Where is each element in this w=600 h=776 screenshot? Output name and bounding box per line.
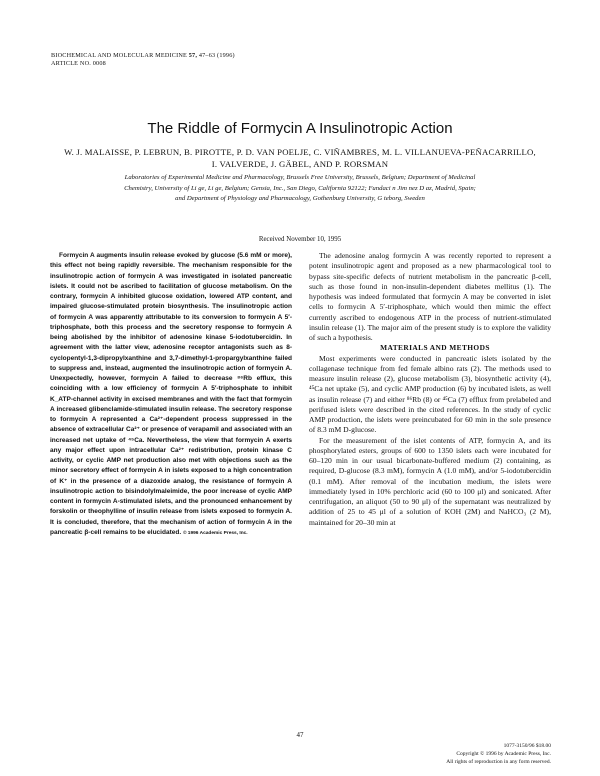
introduction-paragraph: The adenosine analog formycin A was recently reported to represent a potent insulinotropic agent and proposed as a new pharmacological tool to bypass site-specific defects of nutrient metabolism in the pancreatic β-cell, such as those found in non-insulin-dependent diabetes mellitus (1). The hypothesis was indeed formulated that formycin A may be converted in islet cells to formycin A 5′-triphosphate, which would then mimic the effect currently ascribed to endogenous ATP in the process of nutrient-stimulated insulin release (1). The major aim of the present study is to explore the validity of such a hypothesis. [309, 251, 551, 342]
affiliations [48, 173, 552, 205]
author-line-2: I. VALVERDE, J. GÄBEL, AND P. RORSMAN [211, 159, 389, 169]
issn-price: 1077-3150/96 $18.00 [503, 743, 551, 749]
journal-name: BIOCHEMICAL AND MOLECULAR MEDICINE [51, 52, 187, 59]
affiliation-line-1: Laboratories of Experimental Medicine and Pharmacology, Brussels Free University, Brussels, Belgium; Department of Medicinal [124, 174, 476, 181]
copyright-footer [446, 742, 551, 766]
publisher-copyright: Copyright © 1996 by Academic Press, Inc. [456, 751, 551, 757]
affiliation-line-2: Chemistry, University of Li ge, Li ge, Belgium; Gensia, Inc., San Diego, California 92122; Fundaci n Jim nez D az, Madrid, Spain; [124, 184, 476, 192]
methods-paragraph-1: Most experiments were conducted in pancreatic islets isolated by the collagenase technique from fed female albino rats (2). The methods used to measure insulin release (2), glucose metabolism (3), biosynthetic activity (4), ⁴⁵Ca net uptake (5), and cyclic AMP production (6) by incubated islets, as well as insulin release (7) and either ⁸⁶Rb (8) or ⁴⁵Ca (7) efflux from prelabeled and perifused islets were described in the cited references. In the study of cyclic AMP production, the islets were preincubated for 60 min in the sole presence of 8.3 mM D-glucose. [309, 353, 551, 435]
rights-notice: All rights of reproduction in any form reserved. [446, 759, 551, 765]
journal-pages: 47–63 (1996) [198, 52, 235, 59]
author-line-1: W. J. MALAISSE, P. LEBRUN, B. PIROTTE, P. D. VAN POELJE, C. VIÑAMBRES, M. L. VILLANUEVA-PEÑACARRILLO, [64, 147, 536, 157]
article-number: ARTICLE NO. 0008 [51, 60, 106, 67]
abstract-copyright: © 1996 Academic Press, Inc. [182, 530, 248, 536]
section-heading-methods: MATERIALS AND METHODS [380, 343, 490, 353]
journal-volume: 57, [188, 52, 198, 59]
affiliation-line-3: and Department of Physiology and Pharmacology, Gothenburg University, G teborg, Sweden [175, 195, 425, 202]
journal-citation [51, 52, 235, 60]
received-date: Received November 10, 1995 [258, 236, 342, 243]
abstract [50, 251, 292, 539]
methods-paragraph-2: For the measurement of the islet contents of ATP, formycin A, and its phosphorylated esters, groups of 600 to 1350 islets each were incubated for 60–120 min in our usual bicarbonate-buffered medium (2) containing, as required, D-glucose (8.3 mM), formycin A (1.0 mM), and/or 5-iodotubercidin (0.1 mM). After removal of the incubation medium, the islets were immediately lysed in 10% perchloric acid (60 to 100 μl) and sonicated. After centrifugation, an aliquot (50 to 90 μl) of the supernatant was neutralized by addition of 25 to 45 μl of a solution of KOH (2M) and NaHCO₃ (2 M), maintained for 20–30 min at [309, 435, 551, 527]
right-column [309, 251, 551, 528]
abstract-text: Formycin A augments insulin release evoked by glucose (5.6 mM or more), this effect not being rapidly reversible. The mechanism responsible for the insulinotropic action of formycin A was investigated in isolated pancreatic islets. It could not be ascribed to facilitation of glucose metabolism. On the contrary, formycin A inhibited glucose oxidation, lowered ATP content, and impaired glucose-stimulated protein biosynthesis. The insulinotropic action of formycin A was apparently attributable to its conversion to formycin A 5′-triphosphate, both this process and the secretory response to formycin A being abolished by the inhibitor of adenosine kinase 5-iodotubercidin. In agreement with the latter view, adenosine receptor antagonists such as 8-cyclopentyl-1,3-dipropylxanthine and 3,7-dimethyl-1-propargylxanthine failed to suppress and, instead, augmented the insulinotropic action of formycin A. Unexpectedly, however, formycin A failed to decrease ⁸⁶Rb efflux, this coinciding with a low efficiency of formycin A 5′-triphosphate to inhibit K_ATP-channel activity in excised membranes and with the fact that formycin A increased glibenclamide-stimulated insulin release. The secretory response to formycin A represented a Ca²⁺-dependent process suppressed in the absence of extracellular Ca²⁺ or presence of verapamil and associated with an increased net uptake of ⁴⁵Ca. Nevertheless, the view that formycin A exerts any major effect upon intracellular Ca²⁺ redistribution, protein kinase C activity, or cyclic AMP net production also met with objections such as the minor secretory effect of formycin A in islets exposed to a high concentration of K⁺ in the presence of a diazoxide analog, the resistance of formycin A insulinotropic action to bisindolylmaleimide, the poor increase of cyclic AMP content in formycin A-stimulated islets, and the pronounced enhancement by forskolin or theophylline of insulin release from islets exposed to formycin A. It is concluded, therefore, that the mechanism of action of formycin A in the pancreatic β-cell remains to be elucidated. [50, 252, 292, 536]
paper-title: The Riddle of Formycin A Insulinotropic Action [147, 120, 453, 137]
page-number: 47 [296, 731, 304, 739]
journal-header [51, 52, 235, 68]
author-list [50, 146, 550, 170]
